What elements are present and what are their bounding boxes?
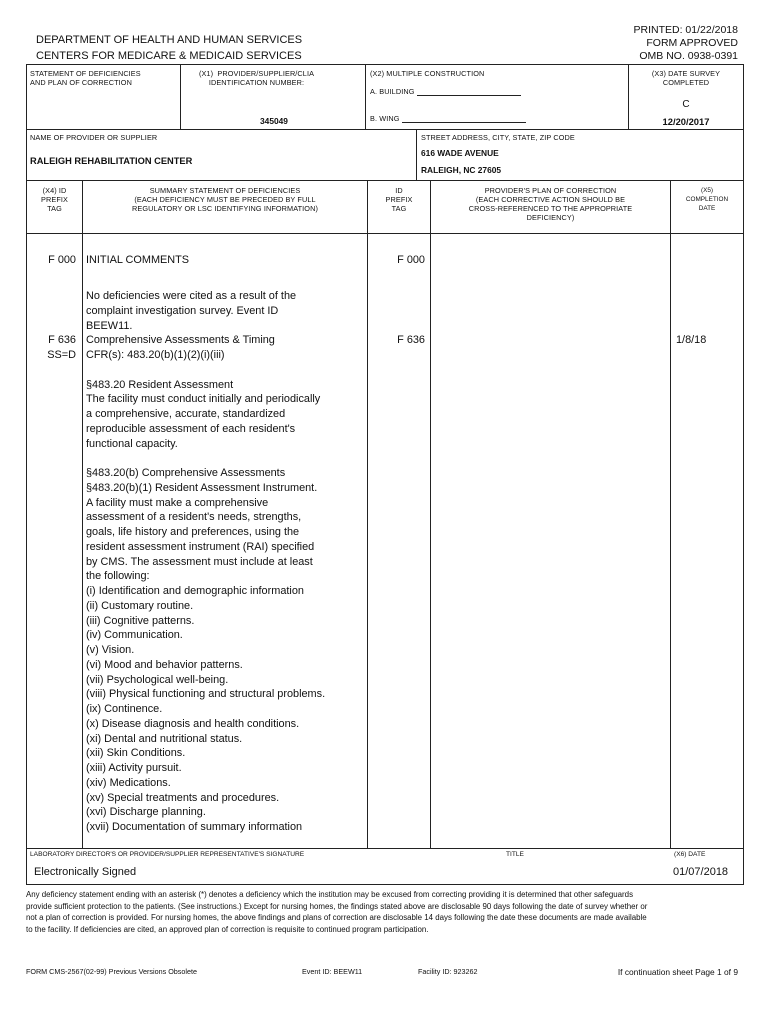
- colhead-rule: [26, 233, 744, 234]
- x5-header: (X5) COMPLETION DATE: [685, 187, 729, 212]
- body-line: §483.20 Resident Assessment: [86, 378, 234, 391]
- right-border: [743, 64, 744, 884]
- building-label: A. BUILDING: [370, 87, 415, 96]
- body-line: resident assessment instrument (RAI) specified: [86, 540, 315, 553]
- x4-header: (X4) ID PREFIX TAG: [41, 186, 68, 213]
- survey-code: C: [682, 99, 690, 110]
- signature-top-rule: [26, 848, 744, 849]
- body-line: (i) Identification and demographic information: [86, 585, 304, 597]
- signature-value: Electronically Signed: [34, 866, 137, 878]
- body-line: (v) Vision.: [86, 644, 135, 656]
- body-line: (viii) Physical functioning and structural problems.: [86, 688, 326, 701]
- signature-bottom-rule: [26, 884, 744, 885]
- body-line: (xv) Special treatments and procedures.: [86, 791, 280, 804]
- body-line: a comprehensive, accurate, standardized: [86, 408, 286, 420]
- row1-rule: [26, 129, 744, 130]
- x6-date-label: (X6) DATE: [674, 851, 706, 858]
- page-indicator: If continuation sheet Page 1 of 9: [617, 967, 738, 977]
- body-line: (vi) Mood and behavior patterns.: [86, 658, 243, 671]
- form-approved: FORM APPROVED: [646, 37, 738, 49]
- body-line: BEEW11.: [86, 319, 133, 332]
- form-number: FORM CMS-2567(02-99) Previous Versions Obsolete: [26, 967, 197, 976]
- x3-label: (X3) DATE SURVEY COMPLETED: [651, 69, 721, 87]
- omb-number: OMB NO. 0938-0391: [639, 50, 738, 62]
- statement-label: STATEMENT OF DEFICIENCIES AND PLAN OF CORRECTION: [30, 69, 141, 87]
- body-line: The facility must conduct initially and periodically: [86, 393, 321, 406]
- body-line: goals, life history and preferences, using the: [86, 526, 300, 538]
- address-line-1: 616 WADE AVENUE: [421, 148, 499, 158]
- body-line: (xiii) Activity pursuit.: [86, 762, 182, 774]
- provider-number: 345049: [260, 116, 288, 126]
- body-line: (iii) Cognitive patterns.: [86, 614, 195, 627]
- address-line-2: RALEIGH, NC 27605: [421, 165, 502, 175]
- footer-facility-id: Facility ID: 923262: [418, 967, 478, 976]
- body-line: A facility must make a comprehensive: [86, 496, 269, 509]
- f636-id: F 636: [397, 334, 425, 346]
- body-line: the following:: [86, 570, 150, 583]
- body-line: (xiv) Medications.: [86, 776, 171, 789]
- body-line: reproducible assessment of each resident's: [86, 422, 296, 435]
- survey-date: 12/20/2017: [662, 116, 710, 127]
- id-header: ID PREFIX TAG: [385, 186, 413, 213]
- f636-completion-date: 1/8/18: [676, 334, 707, 346]
- footer-event-id: Event ID: BEEW11: [302, 967, 363, 976]
- f000-title: INITIAL COMMENTS: [86, 254, 190, 266]
- top-rule: [26, 64, 744, 65]
- body-line: (ii) Customary routine.: [86, 599, 194, 612]
- body-line: §483.20(b)(1) Resident Assessment Instrument.: [86, 481, 318, 494]
- x1-label: (X1) PROVIDER/SUPPLIER/CLIA IDENTIFICATION NUMBER:: [198, 69, 315, 87]
- agency-line-1: DEPARTMENT OF HEALTH AND HUMAN SERVICES: [36, 34, 303, 46]
- building-field: [417, 87, 521, 96]
- body-line: (x) Disease diagnosis and health conditions.: [86, 717, 300, 730]
- body-line: (iv) Communication.: [86, 629, 183, 642]
- signature-date: 01/07/2018: [673, 866, 729, 878]
- body-line: (xvi) Discharge planning.: [86, 806, 206, 819]
- summary-header: SUMMARY STATEMENT OF DEFICIENCIES (EACH DEFICIENCY MUST BE PRECEDED BY FULL REGULATORY OR LSC IDENTIFYING INFORMATION): [132, 186, 318, 213]
- body-line: assessment of a resident's needs, strengths,: [86, 511, 302, 524]
- printed-date: PRINTED: 01/22/2018: [633, 24, 738, 36]
- f000-id: F 000: [397, 254, 425, 266]
- body-line: (xvii) Documentation of summary information: [86, 821, 303, 833]
- provider-name: RALEIGH REHABILITATION CENTER: [30, 156, 193, 166]
- agency-line-2: CENTERS FOR MEDICARE & MEDICAID SERVICES: [36, 50, 302, 62]
- x2-label: (X2) MULTIPLE CONSTRUCTION: [370, 69, 485, 78]
- plan-header: PROVIDER'S PLAN OF CORRECTION (EACH CORRECTIVE ACTION SHOULD BE CROSS-REFERENCED TO THE APPROPRIATE DEFICIENCY): [468, 186, 633, 222]
- body-line: by CMS. The assessment must include at least: [86, 555, 313, 568]
- disclaimer-text: Any deficiency statement ending with an asterisk (*) denotes a deficiency which the institution may be excused from correcting providing it is determined that other safeguards provide sufficient protection to the patients. (See instructions.) Except for nursing homes, the findings stated above are disclosable 90 days following the date of survey whether or not a plan of correction is provided. For nursing homes, the above findings and plans of correction are disclosable 14 days following the date these documents are made available to the facility. If deficiencies are cited, an approved plan of correction is requisite to continued program participation.: [26, 890, 648, 934]
- body-line: Comprehensive Assessments & Timing: [86, 334, 275, 347]
- f000-tag: F 000: [48, 254, 76, 266]
- body-line: (xi) Dental and nutritional status.: [86, 732, 243, 745]
- body-line: complaint investigation survey. Event ID: [86, 304, 279, 317]
- body-line: functional capacity.: [86, 437, 178, 450]
- body-line: (ix) Continence.: [86, 703, 163, 715]
- address-label: STREET ADDRESS, CITY, STATE, ZIP CODE: [421, 133, 575, 142]
- wing-label: B. WING: [370, 114, 400, 123]
- body-line: §483.20(b) Comprehensive Assessments: [86, 467, 286, 479]
- row2-rule: [26, 180, 744, 181]
- body-line: CFR(s): 483.20(b)(1)(2)(i)(iii): [86, 349, 225, 361]
- f636-tag: F 636: [48, 334, 76, 346]
- signature-label: LABORATORY DIRECTOR'S OR PROVIDER/SUPPLIER REPRESENTATIVE'S SIGNATURE: [30, 851, 305, 858]
- body-line: (xii) Skin Conditions.: [86, 747, 186, 760]
- title-label: TITLE: [506, 851, 524, 858]
- wing-field: [402, 114, 526, 123]
- body-line: (vii) Psychological well-being.: [86, 673, 229, 686]
- body-line: No deficiencies were cited as a result of the: [86, 290, 297, 302]
- f636-severity: SS=D: [47, 349, 76, 361]
- provider-name-label: NAME OF PROVIDER OR SUPPLIER: [30, 133, 158, 142]
